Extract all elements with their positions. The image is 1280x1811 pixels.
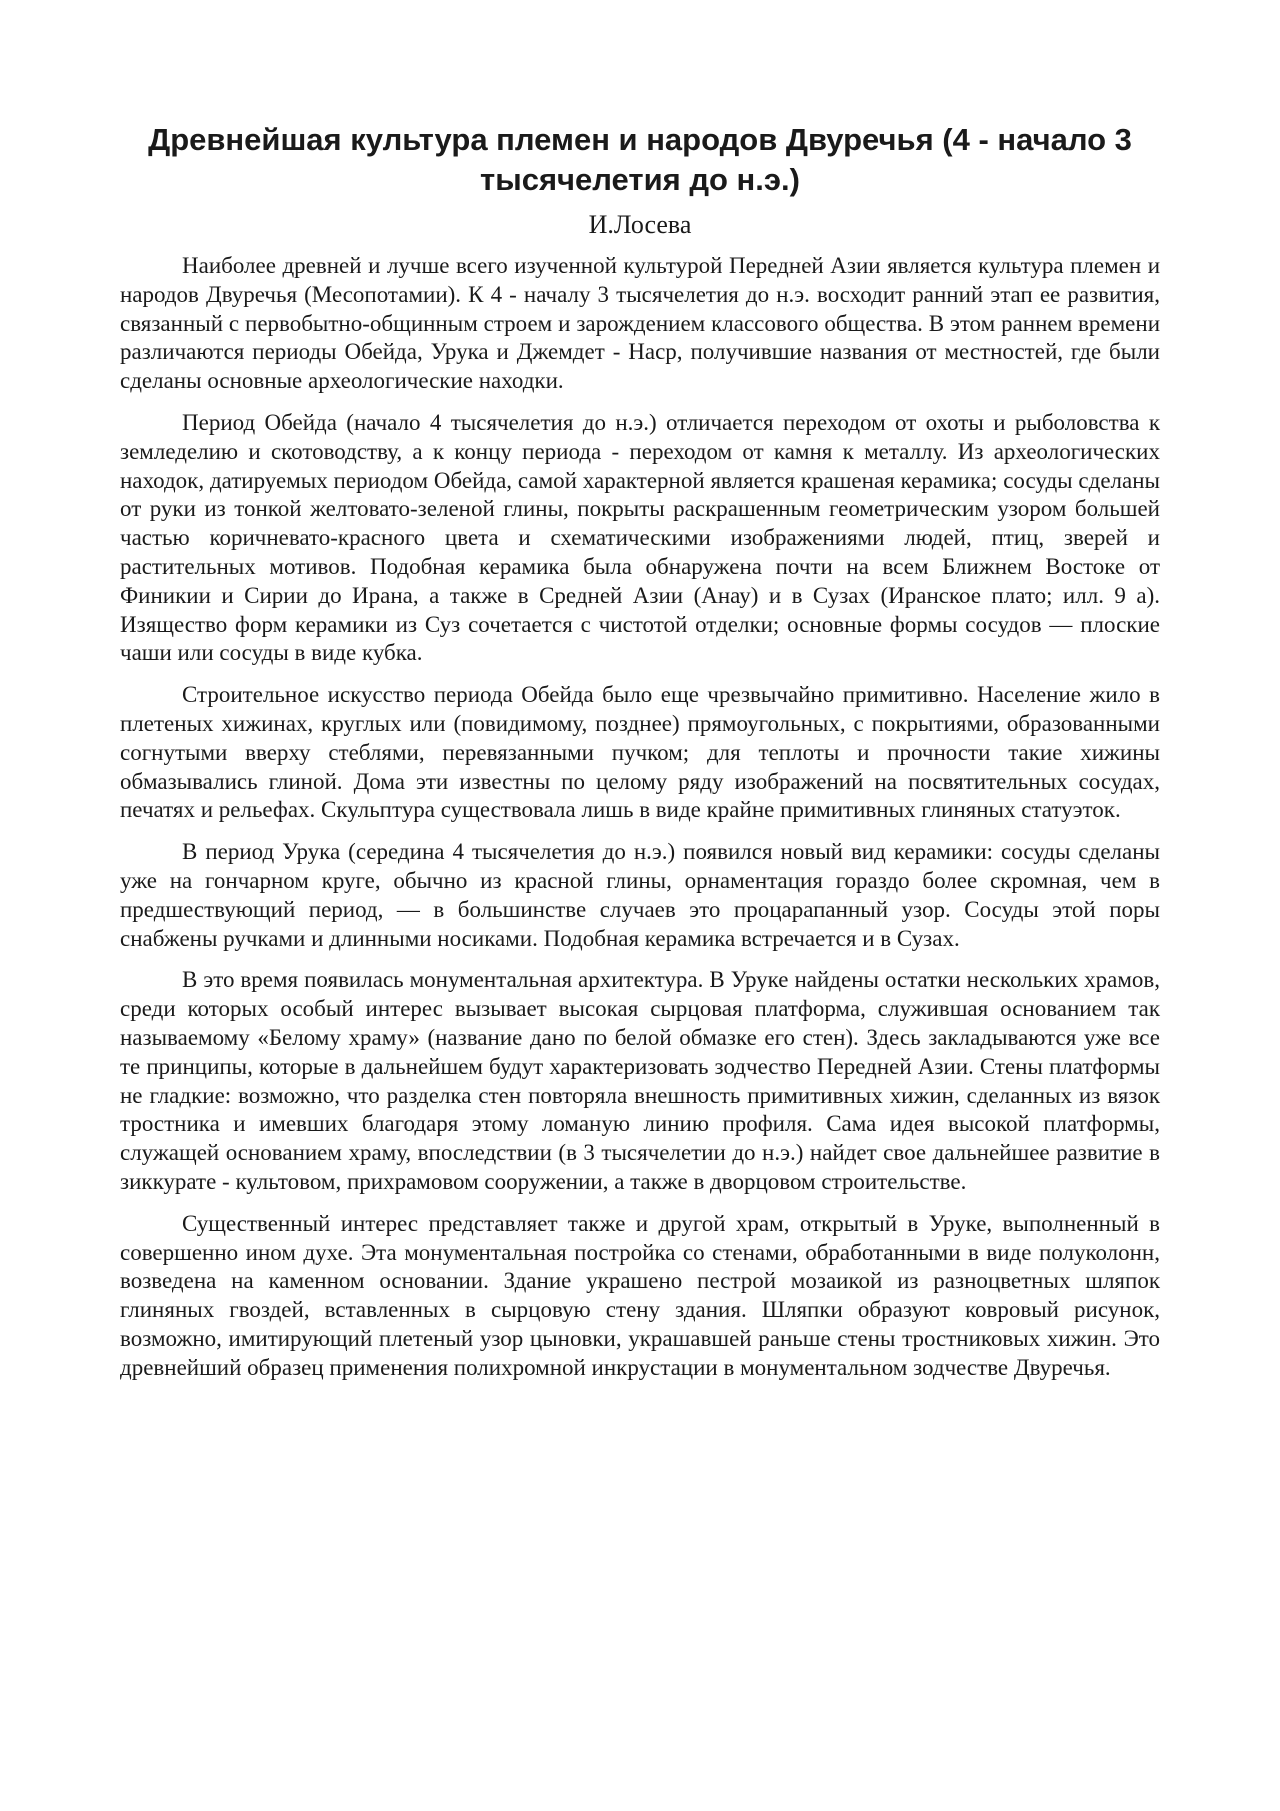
paragraph-6: Существенный интерес представляет также и другой храм, открытый в Уруке, выполненный в совершенно ином духе. Эта монументальная постройка со стенами, обработанными в виде полуколонн, возведена на каменном основании. Здание украшено пестрой мозаикой из разноцветных шляпок глиняных гвоздей, вставленных в сырцовую стену здания. Шляпки образуют ковровый рисунок, возможно, имитирующий плетеный узор цыновки, украшавшей раньше стены тростниковых хижин. Это древнейший образец применения полихромной инкрустации в монументальном зодчестве Двуречья. (120, 1210, 1160, 1380)
document-page (120, 120, 1160, 1395)
document-author: И.Лосева (588, 210, 692, 239)
paragraph-5: В это время появилась монументальная архитектура. В Уруке найдены остатки нескольких храмов, среди которых особый интерес вызывает высокая сырцовая платформа, служившая основанием так называемому «Белому храму» (название дано по белой обмазке его стен). Здесь закладываются уже все те принципы, которые в дальнейшем будут характеризовать зодчество Передней Азии. Стены платформы не гладкие: возможно, что разделка стен повторяла внешность примитивных хижин, сделанных из вязок тростника и имевших благодаря этому ломаную линию профиля. Сама идея высокой платформы, служащей основанием храму, впоследствии (в 3 тысячелетии до н.э.) найдет свое дальнейшее развитие в зиккурате - культовом, прихрамовом сооружении, а также в дворцовом строительстве. (120, 967, 1160, 1194)
paragraph-1: Наиболее древней и лучше всего изученной культурой Передней Азии является культура племен и народов Двуречья (Месопотамии). К 4 - началу 3 тысячелетия до н.э. восходит ранний этап ее развития, связанный с первобытно-общинным строем и зарождением классового общества. В этом раннем времени различаются периоды Обейда, Урука и Джемдет - Наср, получившие названия от местностей, где были сделаны основные археологические находки. (120, 253, 1160, 394)
document-title: Древнейшая культура племен и народов Двуречья (4 - начало 3 тысячелетия до н.э.) (148, 122, 1132, 197)
paragraph-4: В период Урука (середина 4 тысячелетия до н.э.) появился новый вид керамики: сосуды сделаны уже на гончарном круге, обычно из красной глины, орнаментация гораздо более скромная, чем в предшествующий период, — в большинстве случаев это процарапанный узор. Сосуды этой поры снабжены ручками и длинными носиками. Подобная керамика встречается и в Сузах. (120, 839, 1160, 951)
paragraph-3: Строительное искусство периода Обейда было еще чрезвычайно примитивно. Население жило в плетеных хижинах, круглых или (повидимому, позднее) прямоугольных, с покрытиями, образованными согнутыми вверху стеблями, перевязанными пучком; для теплоты и прочности такие хижины обмазывались глиной. Дома эти известны по целому ряду изображений на посвятительных сосудах, печатях и рельефах. Скульптура существовала лишь в виде крайне примитивных глиняных статуэток. (120, 682, 1160, 823)
paragraph-2: Период Обейда (начало 4 тысячелетия до н.э.) отличается переходом от охоты и рыболовства к земледелию и скотоводству, а к концу периода - переходом от камня к металлу. Из археологических находок, датируемых периодом Обейда, самой характерной является крашеная керамика; сосуды сделаны от руки из тонкой желтовато-зеленой глины, покрыты раскрашенным геометрическим узором большей частью коричневато-красного цвета и схематическими изображениями людей, птиц, зверей и растительных мотивов. Подобная керамика была обнаружена почти на всем Ближнем Востоке от Финикии и Сирии до Ирана, а также в Средней Азии (Анау) и в Сузах (Иранское плато; илл. 9 а). Изящество форм керамики из Суз сочетается с чистотой отделки; основные формы сосудов — плоские чаши или сосуды в виде кубка. (120, 409, 1160, 666)
